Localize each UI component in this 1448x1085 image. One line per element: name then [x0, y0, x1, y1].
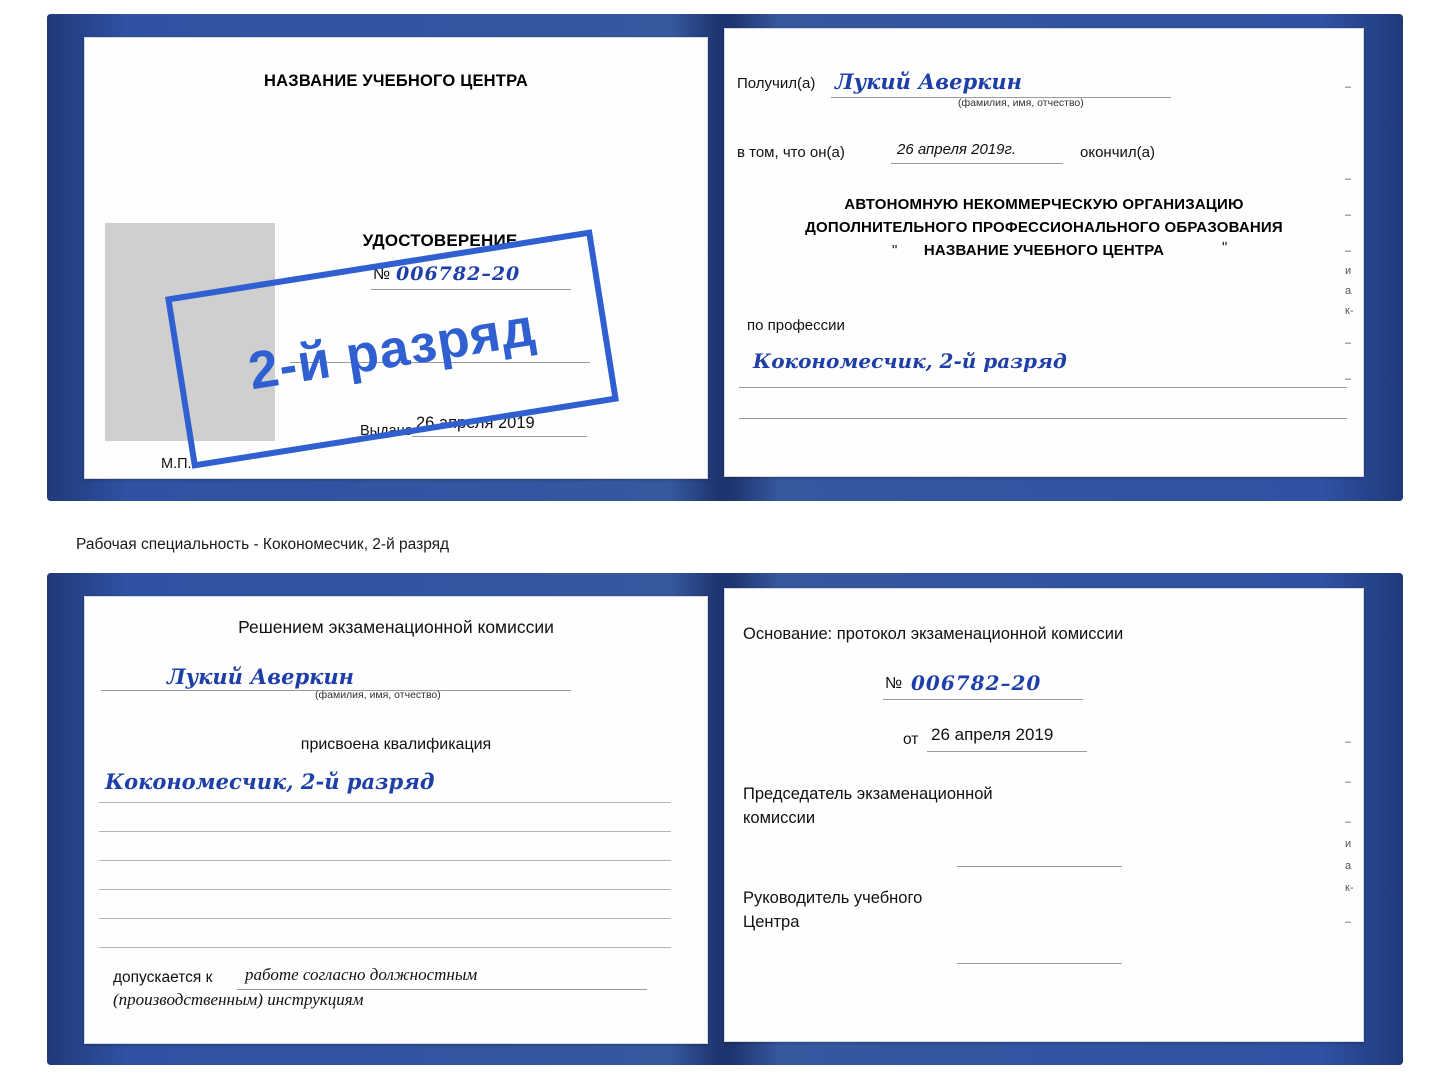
issued-underline: [412, 436, 587, 437]
qualification-value: Кокономесчик, 2-й разряд: [105, 769, 435, 794]
quote-close: ": [1222, 239, 1228, 256]
blank-line-b6: [99, 947, 671, 948]
basis-date: 26 апреля 2019: [931, 725, 1054, 744]
chairman-label-line1: Председатель экзаменационной: [743, 785, 993, 803]
basis-label: Основание: протокол экзаменационной комиссии: [743, 625, 1124, 643]
basis-number: 006782–20: [911, 671, 1042, 695]
student-name-bottom: Лукий Аверкин: [167, 664, 354, 689]
blank-line-b1: [99, 802, 671, 803]
profession-value: Кокономесчик, 2-й разряд: [753, 349, 1067, 373]
certificate-top-right-page: [724, 28, 1364, 477]
finished-label: окончил(а): [1080, 144, 1155, 161]
edge-mark: к-: [1345, 882, 1354, 894]
edge-mark: –: [1345, 776, 1352, 788]
caption-text: Рабочая специальность - Кокономесчик, 2-й разряд: [76, 536, 450, 553]
org-line-2: ДОПОЛНИТЕЛЬНОГО ПРОФЕССИОНАЛЬНОГО ОБРАЗОВАНИЯ: [805, 219, 1283, 236]
finish-date-underline: [891, 163, 1063, 164]
blank-line-b2: [99, 831, 671, 832]
basis-date-underline: [927, 751, 1087, 752]
admitted-label: допускается к: [113, 969, 213, 986]
received-label: Получил(а): [737, 75, 816, 92]
finish-date: 26 апреля 2019г.: [897, 141, 1017, 158]
received-name: Лукий Аверкин: [835, 69, 1022, 94]
chairman-signature-line: [957, 866, 1122, 867]
admitted-value-line1: работе согласно должностным: [245, 965, 478, 984]
certificate-title: УДОСТОВЕРЕНИЕ: [362, 231, 518, 250]
edge-mark: и: [1345, 838, 1352, 850]
certificate-bottom-right-page: [724, 588, 1364, 1042]
decision-title: Решением экзаменационной комиссии: [238, 617, 554, 637]
basis-number-symbol: №: [885, 675, 903, 692]
watermark-top: 2-й разряд: [165, 229, 619, 468]
edge-marks-top: [1345, 80, 1375, 386]
edge-mark: –: [1345, 736, 1352, 748]
basis-date-prefix: от: [903, 731, 919, 748]
edge-mark: –: [1345, 173, 1352, 185]
edge-mark: –: [1345, 245, 1352, 257]
profession-label: по профессии: [747, 317, 845, 334]
seal-label: М.П.: [161, 456, 192, 472]
edge-mark: –: [1345, 81, 1352, 93]
edge-mark: –: [1345, 916, 1352, 928]
head-label-line1: Руководитель учебного: [743, 889, 923, 907]
basis-number-underline: [883, 699, 1083, 700]
edge-mark: к-: [1345, 305, 1354, 317]
fio-hint-bottom: (фамилия, имя, отчество): [315, 689, 441, 701]
quote-open: ": [892, 242, 898, 259]
blank-line-b3: [99, 860, 671, 861]
edge-mark: и: [1345, 265, 1352, 277]
org-line-1: АВТОНОМНУЮ НЕКОММЕРЧЕСКУЮ ОРГАНИЗАЦИЮ: [844, 196, 1244, 213]
blank-line-b5: [99, 918, 671, 919]
org-name: НАЗВАНИЕ УЧЕБНОГО ЦЕНТРА: [923, 242, 1165, 259]
chairman-label-line2: комиссии: [743, 809, 816, 827]
qualification-label: присвоена квалификация: [300, 736, 492, 753]
certificate-number: 006782–20: [396, 263, 521, 285]
training-center-name-top: НАЗВАНИЕ УЧЕБНОГО ЦЕНТРА: [264, 72, 528, 90]
blank-line-b4: [99, 889, 671, 890]
profession-line-2: [739, 418, 1347, 419]
edge-mark: –: [1345, 337, 1352, 349]
that-he-label: в том, что он(а): [737, 144, 845, 161]
certificate-number-symbol: №: [373, 266, 391, 283]
issued-date: 26 апреля 2019: [416, 414, 535, 432]
fio-hint-top: (фамилия, имя, отчество): [958, 97, 1084, 109]
head-label-line2: Центра: [743, 913, 800, 931]
edge-mark: а: [1345, 860, 1352, 872]
admitted-value-line2: (производственным) инструкциям: [113, 990, 364, 1009]
certificate-bottom-left-page: [84, 596, 708, 1044]
profession-line-1: [739, 387, 1347, 388]
edge-mark: –: [1345, 373, 1352, 385]
head-signature-line: [957, 963, 1122, 964]
edge-mark: –: [1345, 816, 1352, 828]
edge-marks-bottom: [1345, 735, 1375, 929]
edge-mark: а: [1345, 285, 1352, 297]
edge-mark: –: [1345, 209, 1352, 221]
issued-label: Выдано: [360, 423, 413, 439]
